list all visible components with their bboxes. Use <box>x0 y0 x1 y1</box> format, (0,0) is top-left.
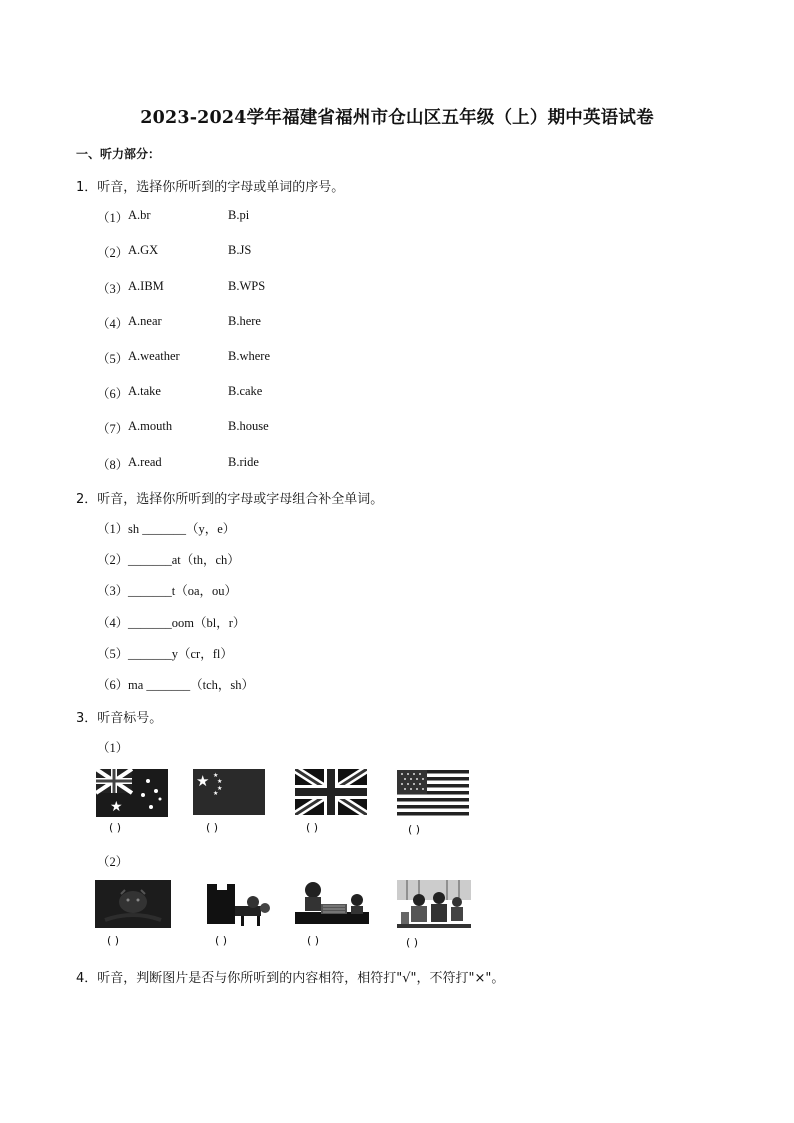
q3-part1-label: （1） <box>97 741 129 755</box>
svg-text:★: ★ <box>110 799 123 815</box>
q1-item-number: （4） <box>97 317 129 331</box>
australia-flag <box>96 769 168 817</box>
q1-option-a[interactable]: A.near <box>128 314 162 328</box>
cat-chair-picture <box>205 880 273 928</box>
answer-blank[interactable]: ( ) <box>215 934 228 947</box>
svg-text:★: ★ <box>217 785 223 792</box>
q2-fill-blank[interactable]: sh _______（y，e） <box>128 522 236 536</box>
uk-flag <box>295 769 367 815</box>
q1-option-b[interactable]: B.WPS <box>228 279 266 293</box>
q2-item-number: （6） <box>97 678 129 692</box>
q2-item-number: （4） <box>97 616 129 630</box>
q1-option-b[interactable]: B.where <box>228 349 270 363</box>
q1-option-b[interactable]: B.house <box>228 419 269 433</box>
svg-text:★: ★ <box>213 772 219 779</box>
q1-option-b[interactable]: B.cake <box>228 384 263 398</box>
q3-stem: 3．听音标号。 <box>76 711 163 726</box>
q1-item-number: （2） <box>97 246 129 260</box>
q1-option-b[interactable]: B.JS <box>228 243 252 257</box>
svg-text:★: ★ <box>213 790 219 797</box>
q1-item-number: （5） <box>97 352 129 366</box>
q1-option-b[interactable]: B.pi <box>228 208 250 222</box>
q1-item-number: （3） <box>97 282 129 296</box>
people-picture <box>397 880 471 928</box>
answer-blank[interactable]: ( ) <box>109 821 122 834</box>
q2-item-number: （3） <box>97 584 129 598</box>
boy-desk-picture <box>293 880 371 928</box>
answer-blank[interactable]: ( ) <box>306 821 319 834</box>
section-heading: 一、听力部分： <box>76 147 161 161</box>
answer-blank[interactable]: ( ) <box>408 823 421 836</box>
q2-fill-blank[interactable]: ma _______（tch，sh） <box>128 678 255 692</box>
q2-item-number: （1） <box>97 522 129 536</box>
q2-item-number: （2） <box>97 553 129 567</box>
answer-blank[interactable]: ( ) <box>206 821 219 834</box>
svg-text:★: ★ <box>196 772 210 790</box>
svg-text:★: ★ <box>217 778 223 785</box>
answer-blank[interactable]: ( ) <box>107 934 120 947</box>
q1-option-b[interactable]: B.ride <box>228 455 259 469</box>
page-title: 2023-2024学年福建省福州市仓山区五年级（上）期中英语试卷 <box>140 108 654 128</box>
q1-item-number: （1） <box>97 211 129 225</box>
q1-stem: 1．听音，选择你所听到的字母或单词的序号。 <box>76 180 345 195</box>
q2-item-number: （5） <box>97 647 129 661</box>
answer-blank[interactable]: ( ) <box>406 936 419 949</box>
q3-part2-label: （2） <box>97 855 129 869</box>
answer-blank[interactable]: ( ) <box>307 934 320 947</box>
q2-fill-blank[interactable]: _______y（cr，fl） <box>128 647 233 661</box>
q1-option-a[interactable]: A.take <box>128 384 161 398</box>
q2-fill-blank[interactable]: _______t（oa，ou） <box>128 584 238 598</box>
q1-item-number: （8） <box>97 458 129 472</box>
q1-option-a[interactable]: A.br <box>128 208 151 222</box>
q2-fill-blank[interactable]: _______oom（bl，r） <box>128 616 246 630</box>
q1-option-a[interactable]: A.mouth <box>128 419 173 433</box>
q2-fill-blank[interactable]: _______at（th，ch） <box>128 553 240 567</box>
usa-flag <box>397 770 469 816</box>
q1-item-number: （7） <box>97 422 129 436</box>
tiger-picture <box>95 880 171 928</box>
q1-item-number: （6） <box>97 387 129 401</box>
q1-option-b[interactable]: B.here <box>228 314 261 328</box>
q1-option-a[interactable]: A.read <box>128 455 162 469</box>
q1-option-a[interactable]: A.IBM <box>128 279 164 293</box>
china-flag <box>193 769 265 815</box>
q4-stem: 4．听音，判断图片是否与你所听到的内容相符，相符打"√"，不符打"×"。 <box>76 971 505 986</box>
q1-option-a[interactable]: A.GX <box>128 243 159 257</box>
q2-stem: 2．听音，选择你所听到的字母或字母组合补全单词。 <box>76 492 384 507</box>
q1-option-a[interactable]: A.weather <box>128 349 180 363</box>
